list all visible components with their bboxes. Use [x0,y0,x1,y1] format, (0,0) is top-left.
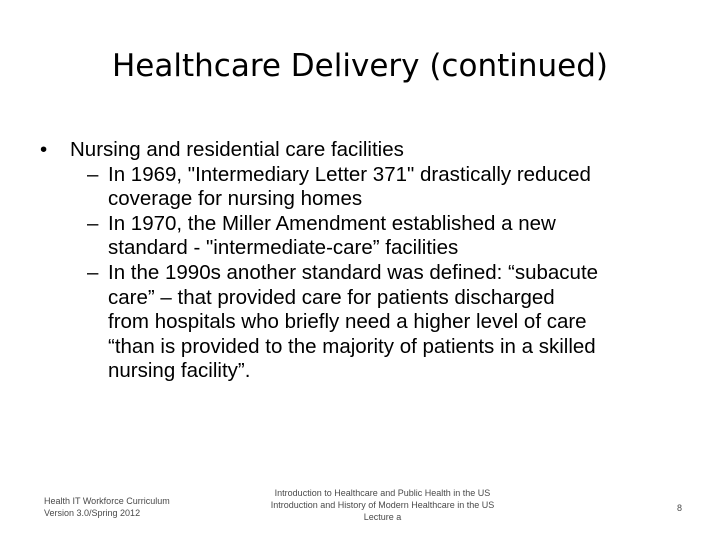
text-line: In the 1990s another standard was defined: “subacute [108,260,599,284]
footer-course-info [240,487,525,523]
sub-bullet-item [87,163,690,212]
text-line: nursing facility”. [108,359,251,383]
footer-line: Lecture a [363,512,402,522]
sub-bullet-list [40,163,690,384]
bullet-list [40,138,690,384]
sub-bullet-marker: – [87,260,99,284]
footer-curriculum-info [44,495,214,519]
footer-line: Introduction and History of Modern Healthcare in the US [270,500,495,510]
sub-bullet-item [87,261,690,384]
sub-bullet-text [108,212,688,261]
text-line: In 1969, "Intermediary Letter 371" drastically reduced [108,162,591,186]
sub-bullet-item [87,212,690,261]
text-line: standard - "intermediate-care” facilities [108,236,459,260]
text-line: care” – that provided care for patients discharged [108,285,555,309]
footer-line: Version 3.0/Spring 2012 [44,508,141,518]
footer-line: Introduction to Healthcare and Public Health in the US [274,488,491,498]
bullet-text: Nursing and residential care facilities [70,138,404,161]
text-line: coverage for nursing homes [108,187,363,211]
sub-bullet-text [108,163,688,212]
sub-bullet-text [108,261,688,384]
text-line: In 1970, the Miller Amendment established a new [108,211,556,235]
text-line: from hospitals who briefly need a higher level of care [108,310,587,334]
page-number: 8 [676,503,682,513]
text-line: “than is provided to the majority of patients in a skilled [108,334,596,358]
bullet-marker: • [40,138,48,161]
sub-bullet-marker: – [87,211,99,235]
sub-bullet-marker: – [87,162,99,186]
slide-title: Healthcare Delivery (continued) [111,48,608,84]
footer-line: Health IT Workforce Curriculum [44,496,170,506]
bullet-item [40,138,690,163]
